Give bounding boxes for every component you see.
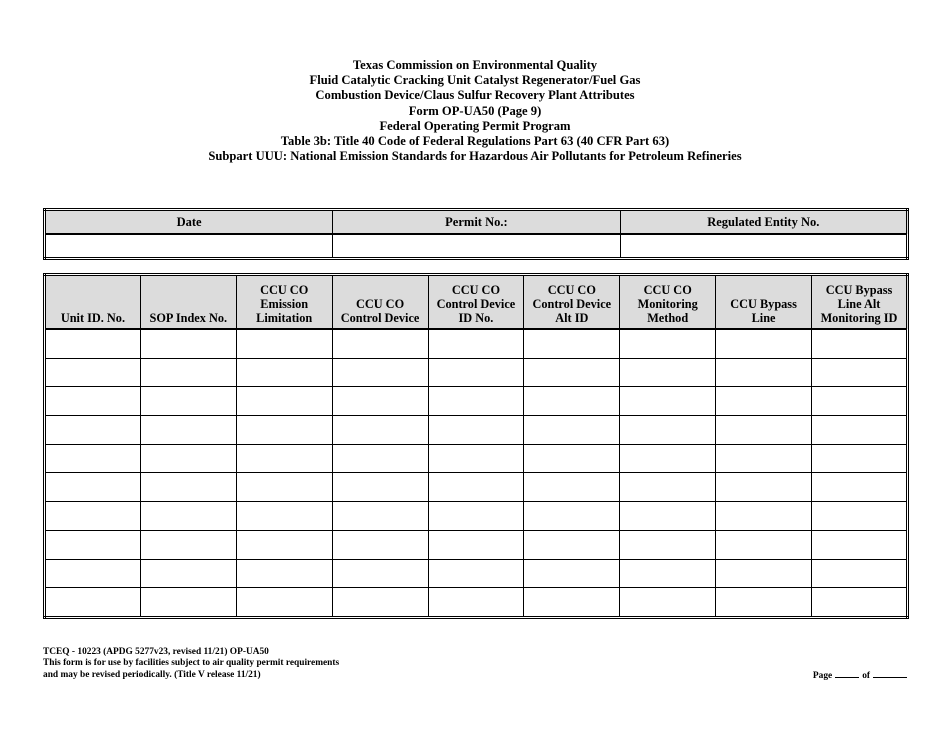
header-form-number: Form OP-UA50 (Page 9) — [408, 103, 542, 118]
table-cell[interactable] — [716, 387, 812, 416]
table-cell[interactable] — [236, 444, 332, 473]
column-header-line: Control Device — [436, 297, 516, 311]
table-row — [45, 473, 908, 502]
table-cell[interactable] — [332, 588, 428, 618]
table-cell[interactable] — [236, 387, 332, 416]
table-cell[interactable] — [716, 502, 812, 531]
table-cell[interactable] — [45, 387, 141, 416]
column-header-line: ID No. — [458, 311, 494, 325]
permit-info-table — [43, 208, 909, 260]
table-cell[interactable] — [524, 502, 620, 531]
table-cell[interactable] — [812, 588, 908, 618]
column-header-line: Emission — [260, 297, 309, 311]
table-cell[interactable] — [236, 329, 332, 358]
table-row — [45, 588, 908, 618]
table-cell[interactable] — [524, 329, 620, 358]
table-cell[interactable] — [45, 588, 141, 618]
table-cell[interactable] — [236, 502, 332, 531]
table-cell[interactable] — [236, 588, 332, 618]
table-cell[interactable] — [620, 358, 716, 387]
permit-no-header: Permit No.: — [333, 210, 620, 235]
header-form-title-line1: Fluid Catalytic Cracking Unit Catalyst Regenerator/Fuel Gas — [309, 73, 641, 88]
table-cell[interactable] — [140, 473, 236, 502]
column-header-line: CCU CO — [547, 283, 596, 297]
table-row — [45, 444, 908, 473]
table-cell[interactable] — [428, 559, 524, 588]
table-row — [45, 358, 908, 387]
table-cell[interactable] — [716, 358, 812, 387]
table-cell[interactable] — [140, 502, 236, 531]
table-cell[interactable] — [428, 444, 524, 473]
table-cell[interactable] — [620, 387, 716, 416]
table-cell[interactable] — [812, 530, 908, 559]
table-cell[interactable] — [716, 329, 812, 358]
column-header-line: CCU CO — [451, 283, 501, 297]
table-cell[interactable] — [524, 416, 620, 445]
table-cell[interactable] — [524, 444, 620, 473]
table-cell[interactable] — [332, 387, 428, 416]
table-cell[interactable] — [428, 329, 524, 358]
table-cell[interactable] — [428, 387, 524, 416]
column-header-line: Monitoring ID — [820, 311, 898, 325]
ccu-bypass-line-alt-monitoring-id-header — [812, 275, 908, 330]
table-cell[interactable] — [140, 329, 236, 358]
table-cell[interactable] — [620, 559, 716, 588]
table-cell[interactable] — [236, 358, 332, 387]
ccu-co-control-device-id-header — [428, 275, 524, 330]
table-row — [45, 530, 908, 559]
table-cell[interactable] — [524, 358, 620, 387]
table-cell[interactable] — [620, 588, 716, 618]
ccu-co-control-device-alt-id-header — [524, 275, 620, 330]
column-header-line: Unit ID. No. — [60, 311, 126, 325]
table-cell[interactable] — [140, 559, 236, 588]
table-cell[interactable] — [45, 559, 141, 588]
table-cell[interactable] — [45, 444, 141, 473]
table-cell[interactable] — [332, 329, 428, 358]
column-header-line: CCU CO — [643, 283, 692, 297]
header-form-title-line2: Combustion Device/Claus Sulfur Recovery Plant Attributes — [315, 88, 635, 103]
table-row — [45, 329, 908, 358]
date-field[interactable] — [45, 234, 333, 259]
of-label: of — [862, 671, 870, 681]
ccu-bypass-line-header — [716, 275, 812, 330]
unit-id-header — [45, 275, 141, 330]
table-cell[interactable] — [428, 530, 524, 559]
table-cell[interactable] — [140, 358, 236, 387]
table-row — [45, 416, 908, 445]
column-header-line: Line — [751, 311, 776, 325]
footer-revision-note: and may be revised periodically. (Title V release 11/21) — [43, 669, 261, 680]
footer-form-id: TCEQ - 10223 (APDG 5277v23, revised 11/21) OP-UA50 — [43, 647, 269, 657]
table-cell[interactable] — [812, 444, 908, 473]
table-cell[interactable] — [524, 530, 620, 559]
table-row — [45, 502, 908, 531]
table-cell[interactable] — [140, 387, 236, 416]
table-cell[interactable] — [620, 530, 716, 559]
table-cell[interactable] — [236, 473, 332, 502]
table-cell[interactable] — [332, 358, 428, 387]
table-cell[interactable] — [428, 416, 524, 445]
table-cell[interactable] — [716, 588, 812, 618]
table-cell[interactable] — [332, 416, 428, 445]
table-cell[interactable] — [140, 416, 236, 445]
table-cell[interactable] — [45, 502, 141, 531]
ccu-co-monitoring-method-header — [620, 275, 716, 330]
table-cell[interactable] — [812, 329, 908, 358]
table-cell[interactable] — [620, 473, 716, 502]
page-label: Page — [812, 671, 833, 681]
table-cell[interactable] — [716, 473, 812, 502]
table-cell[interactable] — [45, 358, 141, 387]
permit-info-header-row — [45, 210, 908, 235]
table-cell[interactable] — [332, 502, 428, 531]
attributes-header-row — [45, 275, 908, 330]
table-cell[interactable] — [620, 416, 716, 445]
regulated-entity-header: Regulated Entity No. — [620, 210, 907, 235]
column-header-line: SOP Index No. — [149, 311, 228, 325]
table-cell[interactable] — [428, 358, 524, 387]
table-cell[interactable] — [236, 559, 332, 588]
page-number-blank[interactable] — [835, 668, 859, 678]
table-cell[interactable] — [140, 588, 236, 618]
table-cell[interactable] — [45, 530, 141, 559]
page-number — [813, 668, 907, 681]
table-cell[interactable] — [620, 329, 716, 358]
column-header-line: CCU CO — [355, 297, 405, 311]
table-row — [45, 559, 908, 588]
table-cell[interactable] — [812, 358, 908, 387]
column-header-line: Method — [647, 311, 689, 325]
ccu-attributes-table — [43, 273, 909, 619]
table-cell[interactable] — [524, 473, 620, 502]
column-header-line: CCU Bypass — [730, 297, 797, 311]
table-cell[interactable] — [524, 559, 620, 588]
table-cell[interactable] — [716, 530, 812, 559]
ccu-co-control-device-header — [332, 275, 428, 330]
form-header — [0, 58, 950, 164]
table-cell[interactable] — [716, 444, 812, 473]
regulated-entity-field[interactable] — [620, 234, 907, 259]
table-cell[interactable] — [812, 559, 908, 588]
table-cell[interactable] — [812, 473, 908, 502]
column-header-line: Line Alt — [837, 297, 881, 311]
column-header-line: Control Device — [532, 297, 612, 311]
table-cell[interactable] — [812, 502, 908, 531]
table-row — [45, 387, 908, 416]
column-header-line: Alt ID — [555, 311, 589, 325]
table-cell[interactable] — [45, 473, 141, 502]
table-cell[interactable] — [428, 588, 524, 618]
table-cell[interactable] — [620, 444, 716, 473]
table-cell[interactable] — [45, 416, 141, 445]
sop-index-header — [140, 275, 236, 330]
table-cell[interactable] — [812, 387, 908, 416]
table-cell[interactable] — [716, 559, 812, 588]
column-header-line: CCU Bypass — [825, 283, 893, 297]
header-program: Federal Operating Permit Program — [379, 118, 571, 133]
table-cell[interactable] — [236, 530, 332, 559]
table-cell[interactable] — [620, 502, 716, 531]
form-footer — [43, 647, 339, 681]
column-header-line: Control Device — [340, 311, 420, 325]
table-cell[interactable] — [140, 530, 236, 559]
table-cell[interactable] — [140, 444, 236, 473]
table-cell[interactable] — [716, 416, 812, 445]
header-table-title: Table 3b: Title 40 Code of Federal Regulations Part 63 (40 CFR Part 63) — [280, 134, 670, 149]
column-header-line: Monitoring — [637, 297, 698, 311]
permit-no-field[interactable] — [333, 234, 620, 259]
header-subpart: Subpart UUU: National Emission Standards for Hazardous Air Pollutants for Petroleum Refineries — [208, 149, 742, 164]
page-total-blank[interactable] — [873, 668, 907, 678]
table-cell[interactable] — [524, 387, 620, 416]
ccu-co-emission-limitation-header — [236, 275, 332, 330]
column-header-line: CCU CO — [260, 283, 309, 297]
table-cell[interactable] — [332, 473, 428, 502]
table-cell[interactable] — [332, 559, 428, 588]
date-header: Date — [45, 210, 333, 235]
header-agency: Texas Commission on Environmental Quality — [352, 58, 598, 72]
table-cell[interactable] — [332, 444, 428, 473]
table-cell[interactable] — [45, 329, 141, 358]
table-cell[interactable] — [812, 416, 908, 445]
table-cell[interactable] — [236, 416, 332, 445]
table-cell[interactable] — [332, 530, 428, 559]
column-header-line: Limitation — [256, 311, 313, 325]
footer-usage-note: This form is for use by facilities subject to air quality permit requirements — [43, 658, 340, 669]
permit-info-value-row — [45, 234, 908, 259]
table-cell[interactable] — [428, 502, 524, 531]
table-cell[interactable] — [428, 473, 524, 502]
table-cell[interactable] — [524, 588, 620, 618]
